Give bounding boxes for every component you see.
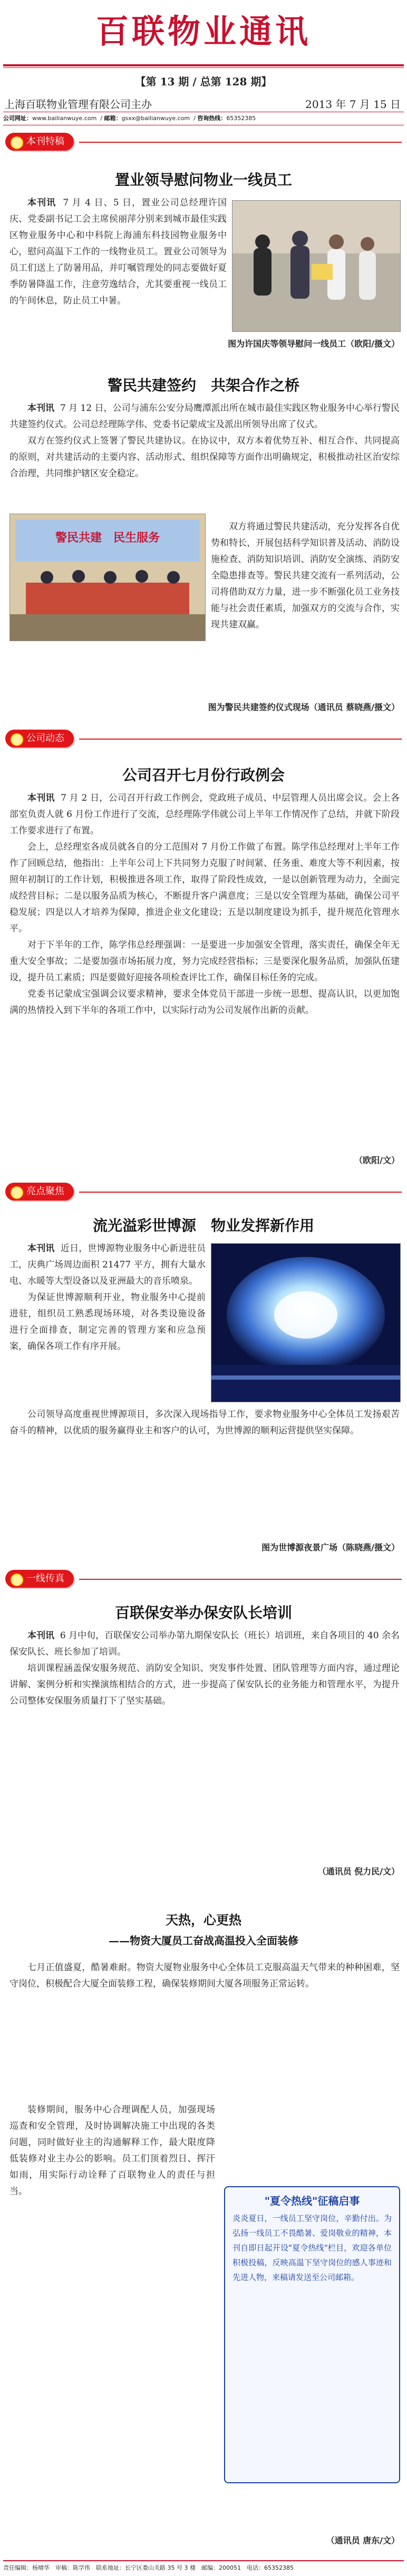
bullet-icon [11, 136, 23, 149]
article3-author: （欧阳/文） [354, 1155, 400, 1165]
article1-headline: 置业领导慰问物业一线员工 [114, 171, 292, 189]
section-divider [79, 142, 402, 143]
section-label: 公司动态 [26, 733, 64, 744]
phone-number: 65352385 [226, 115, 256, 122]
article5-text1: 6 月中旬，百联保安公司举办第九期保安队长（班长）培训班，来自各项目的 40 余名保安队长、班长参加了培训。 [9, 1630, 400, 1657]
newsletter-title: 百联物业通讯 [95, 12, 311, 51]
article5-lead: 本刊讯 [27, 1630, 55, 1641]
email-label: 邮箱： [104, 115, 122, 122]
publish-date: 2013 年 7 月 15 日 [305, 98, 401, 111]
article4-text1: 近日，世博源物业服务中心新进驻员工，庆典广场周边面积 21477 平方，拥有大量水电、水暖等大型设备以及亚洲最大的音乐喷泉。 [9, 1243, 206, 1286]
section-divider [79, 739, 402, 740]
article2-text2: 双方在签约仪式上签署了警民共建协议。在协议中，双方本着优势互补、相互合作、共同提高的原则，对共建活动的主要内容、活动形式、组织保障等方面作出明确规定，积极推动社区治安综合治理，共同维护辖区安全稳定。 [9, 436, 400, 479]
issue-number: 【第 13 期 / 总第 128 期】 [135, 75, 272, 88]
bullet-icon [11, 1186, 23, 1199]
email-link[interactable]: gsxx@bailianwuye.com [121, 115, 190, 122]
section-divider [79, 1579, 402, 1580]
summer-hotline-text: 炎炎夏日，一线员工坚守岗位，辛勤付出。为弘扬一线员工不畏酷暑、爱岗敬业的精神，本刊自即日起开设"夏令热线"栏目，欢迎各单位积极投稿，反映高温下坚守岗位的感人事迹和先进人物，来稿请发送至公司邮箱。 [232, 2214, 392, 2282]
section-tag-special [5, 133, 74, 151]
section-label: 本刊特稿 [26, 136, 64, 147]
article2-lead: 本刊讯 [27, 403, 55, 414]
masthead [0, 0, 407, 71]
article2-caption: 图为警民共建签约仪式现场（通讯员 蔡晓燕/摄文） [208, 702, 400, 712]
phone-label: 咨询热线： [197, 115, 227, 122]
article2-body-top [9, 400, 400, 482]
section-tag-news [5, 730, 74, 748]
section-tag-frontline [5, 1570, 74, 1588]
article6-headline: 天热，心更热 [166, 1912, 241, 1928]
article1-caption: 图为许国庆等领导慰问一线员工（欧阳/摄文） [228, 339, 400, 349]
article3-lead: 本刊讯 [27, 793, 55, 803]
article4-caption: 图为世博源夜景广场（陈晓燕/摄文） [261, 1542, 400, 1552]
article1-text: 7 月 4 日、5 日，置业公司总经理许国庆、党委副书记工会主席侯丽萍分别来到城市最佳实践区物业服务中心和中科院上海浦东科技园物业服务中心，慰问高温下工作的一线物业员工。置业公司领导为员工们送上了防暑用品，并叮嘱管理处的同志要做好夏季防暑降温工作，注意劳逸结合，尤其要重视一线员工的午间休息，防止员工中暑。 [9, 198, 227, 306]
article4-lead: 本刊讯 [27, 1243, 55, 1254]
article5-body [9, 1628, 400, 1709]
section-divider [79, 1192, 402, 1193]
article1-photo-image [232, 201, 400, 331]
article4-body-bottom [9, 1407, 400, 1439]
article6-text2: 装修期间，服务中心合理调配人员，加强现场巡查和安全管理，及时协调解决施工中出现的各类问题，同时做好业主的沟通解释工作，最大限度降低装修对业主办公的影响。员工们顶着烈日、挥汗如雨，用实际行动诠释了百联物业人的责任与担当。 [9, 2105, 215, 2197]
article1-lead: 本刊讯 [27, 198, 56, 208]
article4-photo-image [211, 1244, 400, 1402]
article2-body-side [211, 519, 400, 633]
article6-text1: 七月正值盛夏，酷暑难耐。物资大厦物业服务中心全体员工克服高温天气带来的种种困难，坚守岗位，积极配合大厦全面装修工程，确保装修期间大厦各项服务正常运转。 [9, 1962, 400, 1989]
article1-body [9, 195, 227, 309]
article6-body-side [9, 2102, 215, 2200]
article3-text3: 对于下半年的工作，陈学伟总经理强调：一是要进一步加强安全管理，落实责任，确保全年无重大安全事故；二是要加强市场拓展力度，努力完成经营指标；三是要深化服务品质，加强队伍建设，提升员工素质；四是要做好迎接各项检查评比工作，确保目标任务的完成。 [9, 940, 400, 983]
photo-banner-text: 警民共建 民生服务 [55, 531, 160, 545]
article2-text3: 双方将通过警民共建活动，充分发挥各自优势和特长，开展包括科学知识普及活动、消防设施检查、消防知识培训、消防安全演练、消防安全隐患排查等。警民共建交流有一系列活动，公司将借助双方力量，进一步不断强化员工业务技能与社会责任素质，加强双方的交流与合作，实现共建双赢。 [211, 522, 400, 630]
article5-author: （通讯员 倪力民/文） [317, 1866, 400, 1876]
article4-body-side [9, 1241, 206, 1355]
masthead-rule [3, 64, 404, 66]
publisher: 上海百联物业管理有限公司主办 [4, 98, 152, 111]
article6-author: （通讯员 唐东/文） [326, 2535, 400, 2545]
footer: 责任编辑：杨晴华 审稿：陈学伟 联系地址：长宁区娄山关路 35 号 3 楼 邮编：200051 电话：65352385 [3, 2560, 404, 2575]
article2-text1: 7 月 12 日，公司与浦东公安分局鹰潭派出所在城市最佳实践区物业服务中心举行警民共建签约仪式。公司总经理陈学伟、党委书记蒙成宝及派出所领导出席了仪式。 [9, 403, 400, 430]
article3-text1: 7 月 2 日，公司召开行政工作例会，党政班子成员、中层管理人员出席会议。会上各部室负责人就 6 月份工作进行了交流，总经理陈学伟就公司上半年工作情况作了总结，并就下阶段工作要求进行了布置。 [9, 793, 400, 836]
summer-hotline-box [224, 2186, 400, 2483]
section-tag-highlight [5, 1183, 74, 1201]
website-label: 公司网址： [3, 115, 32, 122]
article4-text3: 公司领导高度重视世博源项目，多次深入现场指导工作，要求物业服务中心全体员工发扬艰苦奋斗的精神，以优质的服务赢得业主和客户的认可，为世博源的顺利运营提供坚实保障。 [9, 1409, 400, 1436]
section-label: 一线传真 [26, 1573, 64, 1584]
article4-photo [211, 1243, 401, 1402]
article4-headline: 流光溢彩世博源 物业发挥新作用 [92, 1217, 314, 1234]
article5-headline: 百联保安举办保安队长培训 [114, 1604, 292, 1621]
masthead-rule-thin [3, 67, 404, 68]
summer-hotline-title: "夏令热线"征稿启事 [264, 2195, 360, 2207]
article2-headline: 警民共建签约 共架合作之桥 [107, 377, 299, 394]
article5-text2: 培训课程涵盖保安服务规范、消防安全知识、突发事件处置、团队管理等方面内容，通过理论讲解、案例分析和实操演练相结合的方式，进一步提高了保安队长的业务能力和管理水平，为提升公司整体安保服务质量打下了坚实基础。 [9, 1663, 400, 1706]
article2-photo [9, 514, 206, 641]
article3-text4: 党委书记蒙成宝强调会议要求精神，要求全体党员干部进一步统一思想、提高认识，以更加饱满的热情投入到下半年的各项工作中，以实际行动为公司发展作出新的贡献。 [9, 989, 400, 1016]
article1-photo [232, 200, 401, 332]
section-label: 亮点聚焦 [26, 1186, 64, 1197]
article3-text2: 会上，总经理室各成员就各自的分工范围对 7 月份工作做了布置。陈学伟总经理对上半年工作作了回顾总结，他指出：上半年公司上下共同努力克服了时间紧、任务重、难度大等不利因素，按照年初制订的工作计划，积极推进各项工作，取得了阶段性成效，一是以创新管理为动力，全面完成经营目标；二是以服务品质为核心，不断提升客户满意度；三是以安全管理为基础，确保公司平稳发展；四是以人才培养为保障，推进企业文化建设；五是以制度建设为抓手，提升规范化管理水平。 [9, 842, 400, 934]
website-link[interactable]: www.bailianwuye.com [32, 115, 97, 122]
bullet-icon [11, 1574, 23, 1586]
article3-body [9, 790, 400, 1019]
article4-text2: 为保证世博源顺利开业，物业服务中心提前进驻，组织员工熟悉现场环境，对各类设施设备进行全面排查，制定完善的管理方案和应急预案，确保各项工作有序开展。 [9, 1292, 206, 1352]
bullet-icon [11, 733, 23, 746]
article6-body-top [9, 1960, 400, 1992]
article3-headline: 公司召开七月份行政例会 [122, 766, 285, 784]
article6-subheadline: ——物资大厦员工奋战高温投入全面装修 [109, 1934, 298, 1947]
contact-bar: 公司网址：www.bailianwuye.com / 邮箱：gsxx@bailianwuye.com / 咨询热线：65352385 [3, 112, 404, 125]
